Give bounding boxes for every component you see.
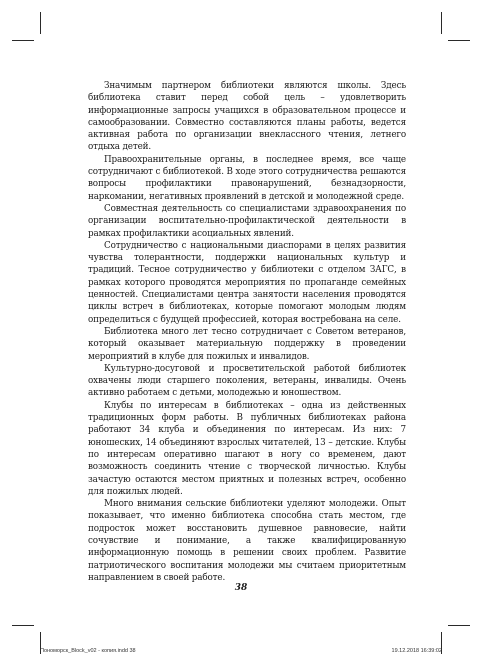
crop-mark-top-right-v [441, 12, 442, 34]
crop-mark-bottom-left-h [12, 625, 34, 626]
crop-mark-top-left-h [12, 40, 34, 41]
paragraph-veterans: Библиотека много лет тесно сотрудничает с Советом ветеранов, который оказывает материальную поддержку в проведении мероприятий в клубе для пожилых и инвалидов. [88, 326, 406, 362]
paragraph-clubs: Клубы по интересам в библиотеках – одна из действенных традиционных форм работы. В публичных библиотеках района работают 34 клуба и объединения по интересам. Из них: 7 юношеских, 14 объединяют взрослых читателей, 13 – детские. Клубы по интересам оперативно шагают в ногу со временем, дают возможность соединить чтение с творческой личностью. Клубы зачастую остаются местом приятных и полезных встреч, особенно для пожилых людей. [88, 400, 406, 497]
crop-mark-top-right-h [448, 40, 470, 41]
paragraph-diasporas: Сотрудничество с национальными диаспорами в целях развития чувства толерантности, поддержки национальных культур и традиций. Тесное сотрудничество у библиотеки с отделом ЗАГС, в рамках которого проводятся мероприятия по пропаганде семейных ценностей. Специалистами центра занятости населения проводятся циклы встреч в библиотеках, которые помогают молодым людям определиться с будущей профессией, которая востребована на селе. [88, 240, 406, 325]
paragraph-cultural-work: Культурно-досуговой и просветительской работой библиотек охвачены люди старшего поколения, ветераны, инвалиды. Очень активно работаем с детьми, молодежью и юношеством. [88, 363, 406, 399]
print-slug-timestamp: 19.12.2018 16:39:02 [391, 648, 442, 654]
page-number: 38 [234, 583, 248, 593]
body-text [88, 80, 406, 584]
paragraph-healthcare: Совместная деятельность со специалистами здравоохранения по организации воспитательно-профилактической деятельности в рамках профилактики асоциальных явлений. [88, 203, 406, 239]
paragraph-law-enforcement: Правоохранительные органы, в последнее время, все чаще сотрудничают с библиотекой. В ходе этого сотрудничества решаются вопросы профилактики правонарушений, безнадзорности, наркомании, негативных проявлений в детской и молодежной среде. [88, 154, 406, 202]
paragraph-youth: Много внимания сельские библиотеки уделяют молодежи. Опыт показывает, что именно библиотека способна стать местом, где подросток может восстановить душевное равновесие, найти сочувствие и понимание, а также квалифицированную информационную помощь в решении своих проблем. Развитие патриотического воспитания молодежи мы считаем приоритетным направлением в своей работе. [88, 499, 406, 583]
print-slug-filename: Пономорск_Block_v02 - копия.indd 38 [40, 648, 136, 654]
paragraph-schools: Значимым партнером библиотеки являются школы. Здесь библиотека ставит перед собой цель – удовлетворить информационные запросы учащихся в образовательном процессе и самообразовании. Совместно составляются планы работы, ведется активная работа по организации внеклассного чтения, летнего отдыха детей. [88, 81, 406, 153]
crop-mark-top-left-v [40, 12, 41, 34]
crop-mark-bottom-right-h [448, 625, 470, 626]
